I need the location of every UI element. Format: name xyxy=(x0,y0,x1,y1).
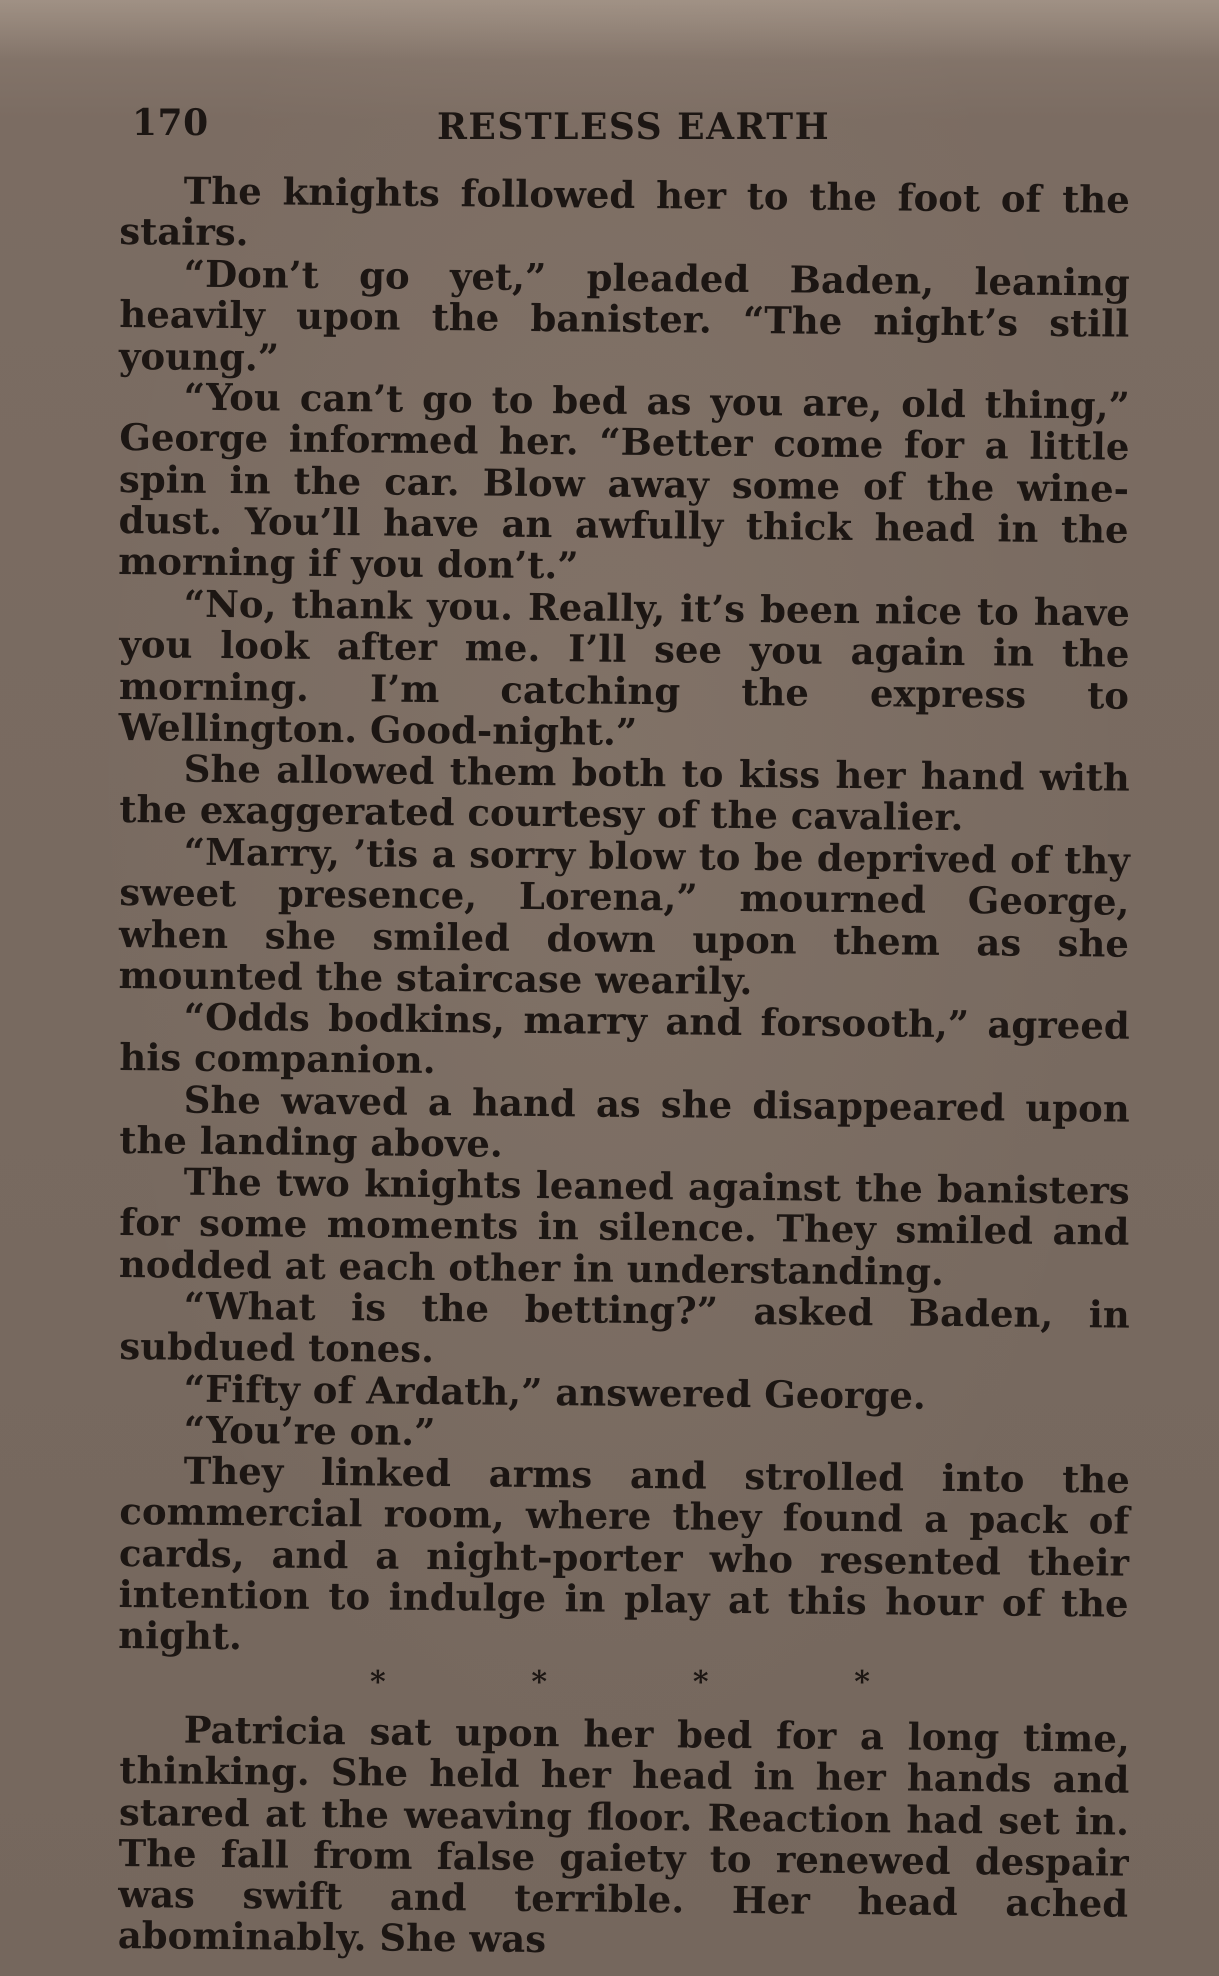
paragraph: “Fifty of Ardath,” answered George. xyxy=(183,1366,927,1418)
running-head: RESTLESS EARTH xyxy=(437,106,831,148)
paragraph: “You can’t go to bed as you are, old thing,” George informed her. “Better come for a little spin in the car. Blow away some of the wine-dust. You’ll have an awfully thick head in the morning if you don’t.” xyxy=(118,375,1130,589)
section-break-asterisk: * xyxy=(854,1664,870,1700)
paragraph: “Odds bodkins, marry and forsooth,” agreed his companion. xyxy=(119,994,1130,1083)
paragraph: She waved a hand as she disappeared upon the landing above. xyxy=(119,1077,1130,1166)
page-header xyxy=(132,102,1132,150)
paragraph: They linked arms and strolled into the commercial room, where they found a pack of cards, and a night-porter who resented their intention to indulge in play at this hour of the night. xyxy=(118,1448,1130,1659)
paragraph: “Marry, ’tis a sorry blow to be deprived of thy sweet presence, Lorena,” mourned George, when she smiled down upon them as she mounted the staircase wearily. xyxy=(118,829,1130,1003)
section-break-asterisk: * xyxy=(692,1664,709,1700)
paragraph: The knights followed her to the foot of the stairs. xyxy=(119,168,1130,255)
page-number: 170 xyxy=(132,102,209,144)
body-text xyxy=(117,168,1130,1962)
paragraph: “You’re on.” xyxy=(183,1407,436,1454)
paragraph: “Don’t go yet,” pleaded Baden, leaning heavily upon the banister. “The night’s still young.” xyxy=(118,251,1130,379)
paragraph: “What is the betting?” asked Baden, in subdued tones. xyxy=(119,1283,1130,1372)
closing-paragraph: Patricia sat upon her bed for a long time, thinking. She held her head in her hands and stared at the weaving floor. Reaction had set in. The fall from false gaiety to renewed despair was swift and terrible. Her head ached abominably. She was xyxy=(117,1707,1130,1962)
paragraph: She allowed them both to kiss her hand with the exaggerated courtesy of the cavalier. xyxy=(119,746,1130,840)
paragraph: The two knights leaned against the banisters for some moments in silence. They smiled and nodded at each other in understanding. xyxy=(118,1159,1130,1294)
section-break-asterisk: * xyxy=(370,1664,386,1700)
section-break-asterisk: * xyxy=(531,1664,548,1700)
paragraph: “No, thank you. Really, it’s been nice to have you look after me. I’ll see you again in the morning. I’m catching the express to Wellington. Good-night.” xyxy=(118,581,1130,754)
section-break xyxy=(370,1657,870,1709)
